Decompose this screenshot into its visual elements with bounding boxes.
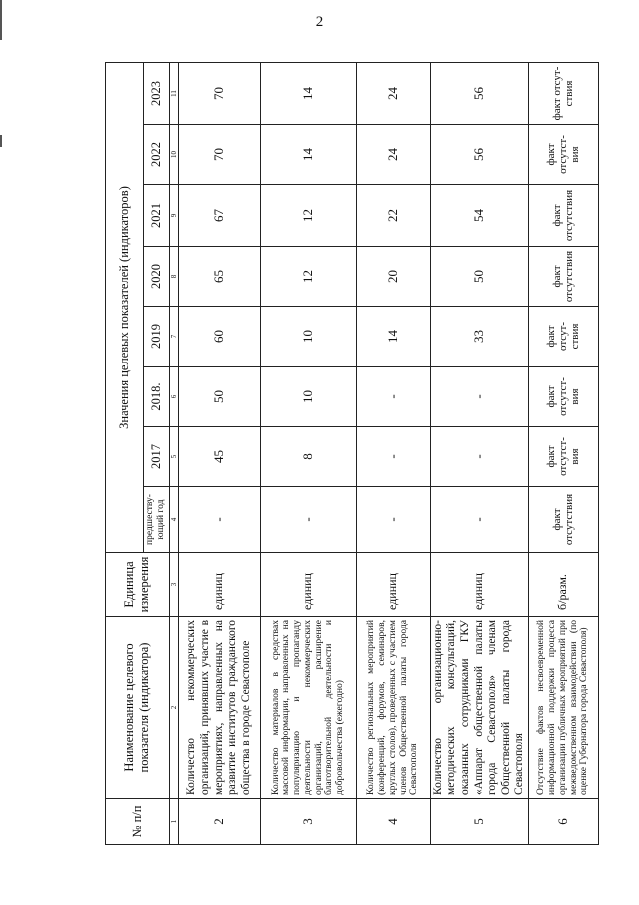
row-value: - <box>430 367 528 427</box>
row-value-absent: факт отсутст-вия <box>528 125 598 185</box>
row-value: 50 <box>430 247 528 307</box>
row-value: - <box>430 487 528 553</box>
column-index: 4 <box>169 487 178 553</box>
row-value: 14 <box>260 63 356 125</box>
row-value: - <box>260 487 356 553</box>
scan-edge-mark <box>0 0 2 40</box>
row-unit: единиц <box>178 553 260 617</box>
row-num: 5 <box>430 799 528 845</box>
row-value-absent: факт отсут-ствия <box>528 63 598 125</box>
row-value: 54 <box>430 185 528 247</box>
row-value: 10 <box>260 367 356 427</box>
row-num: 3 <box>260 799 356 845</box>
row-value: 14 <box>260 125 356 185</box>
row-value: - <box>430 427 528 487</box>
table-row <box>430 63 528 845</box>
row-name: Отсутствие фактов несвоевременной информационной поддержки процесса организации публичных мероприятий при межведомственном взаимодействии (по оценке Губернатора города Севастополя) <box>528 617 598 799</box>
header-year: 2022 <box>144 125 170 185</box>
row-value-absent: факт отсут-ствия <box>528 307 598 367</box>
row-value: 12 <box>260 247 356 307</box>
row-value: 45 <box>178 427 260 487</box>
row-name: Количество некоммерческих организаций, принявших участие в мероприятиях, направленных на развитие институтов гражданского общества в городе Севастополе <box>178 617 260 799</box>
row-value: 24 <box>356 125 430 185</box>
page-number: 2 <box>315 14 324 30</box>
row-value: 70 <box>178 125 260 185</box>
row-value: - <box>356 427 430 487</box>
row-value: 67 <box>178 185 260 247</box>
row-name: Количество материалов в средствах массовой информации, направленных на популяризацию и пропаганду деятельности некоммерческих организаций, расширение благотворительной деятельности и добровольчества (ежегодно) <box>260 617 356 799</box>
scan-edge-mark <box>0 135 2 147</box>
indicators-table <box>105 62 599 845</box>
row-value: 24 <box>356 63 430 125</box>
column-index: 2 <box>169 617 178 799</box>
row-value: 60 <box>178 307 260 367</box>
row-name: Количество региональных мероприятий (конференций, форумов, семинаров, круглых столов), проведенных с участием членов Общественной палаты города Севастополя <box>356 617 430 799</box>
row-value: 50 <box>178 367 260 427</box>
row-value: 20 <box>356 247 430 307</box>
row-value: 10 <box>260 307 356 367</box>
row-num: 6 <box>528 799 598 845</box>
row-unit: единиц <box>260 553 356 617</box>
header-prev-year: предшеству-ющий год <box>144 487 170 553</box>
header-num: № п/п <box>106 799 170 845</box>
header-year: 2019 <box>144 307 170 367</box>
row-value: 65 <box>178 247 260 307</box>
row-value-absent: факт отсутствия <box>528 247 598 307</box>
row-value: 56 <box>430 63 528 125</box>
header-year: 2021 <box>144 185 170 247</box>
row-value: 14 <box>356 307 430 367</box>
column-index: 6 <box>169 367 178 427</box>
table-row <box>260 63 356 845</box>
row-value-absent: факт отсутствия <box>528 185 598 247</box>
row-value: 33 <box>430 307 528 367</box>
column-index: 7 <box>169 307 178 367</box>
header-year: 2020 <box>144 247 170 307</box>
row-value: 12 <box>260 185 356 247</box>
column-index: 10 <box>169 125 178 185</box>
column-index: 11 <box>169 63 178 125</box>
row-unit: б/разм. <box>528 553 598 617</box>
row-name: Количество организационно-методических консультаций, оказанных сотрудниками ГКУ «Аппарат общественной палаты города Севастополя» членам Общественной палаты города Севастополя <box>430 617 528 799</box>
header-values-group: Значения целевых показателей (индикаторов) <box>106 63 144 553</box>
column-index: 3 <box>169 553 178 617</box>
header-year: 2017 <box>144 427 170 487</box>
row-unit: единиц <box>430 553 528 617</box>
column-index: 8 <box>169 247 178 307</box>
row-value: 8 <box>260 427 356 487</box>
row-num: 4 <box>356 799 430 845</box>
row-value: - <box>356 487 430 553</box>
row-value: - <box>178 487 260 553</box>
rotated-table-container <box>105 63 590 845</box>
table-row <box>178 63 260 845</box>
header-year: 2023 <box>144 63 170 125</box>
row-unit: единиц <box>356 553 430 617</box>
row-value-absent: факт отсутст-вия <box>528 367 598 427</box>
header-year: 2018. <box>144 367 170 427</box>
header-name: Наименование целевого показателя (индикатора) <box>106 617 170 799</box>
table-row <box>528 63 598 845</box>
row-value: 70 <box>178 63 260 125</box>
column-index: 9 <box>169 185 178 247</box>
row-value: 22 <box>356 185 430 247</box>
row-value: 56 <box>430 125 528 185</box>
header-unit: Единица измерения <box>106 553 170 617</box>
row-value: - <box>356 367 430 427</box>
column-index: 5 <box>169 427 178 487</box>
table-row <box>356 63 430 845</box>
row-value-absent: факт отсутствия <box>528 487 598 553</box>
row-num: 2 <box>178 799 260 845</box>
row-value-absent: факт отсутст-вия <box>528 427 598 487</box>
column-index: 1 <box>169 799 178 845</box>
